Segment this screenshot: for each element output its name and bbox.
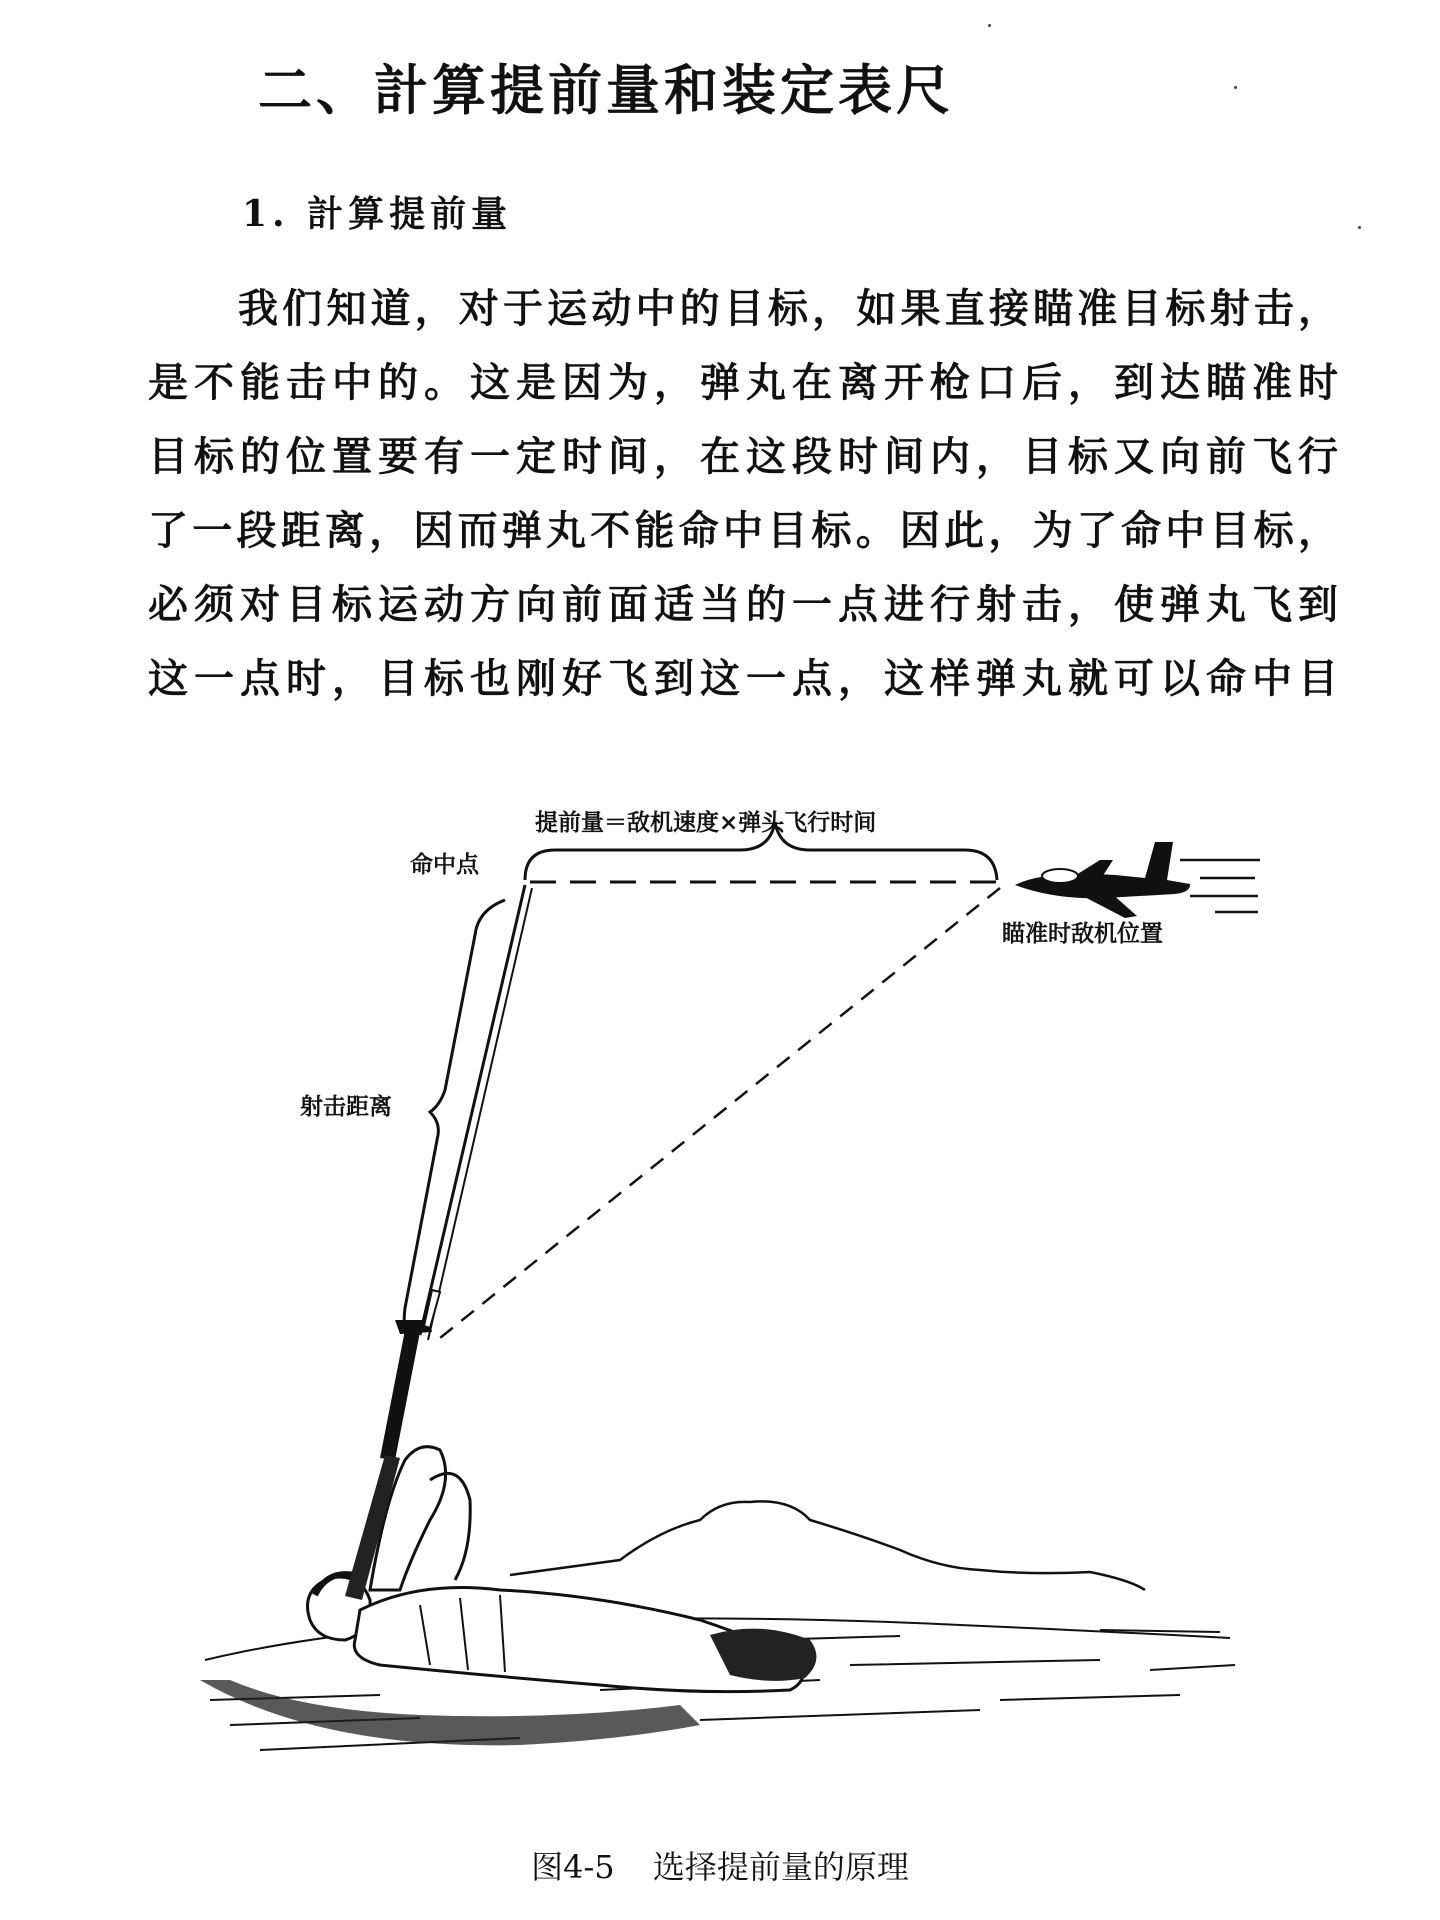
body-paragraph <box>148 272 1338 716</box>
lead-formula-label: 提前量＝敌机速度×弹头飞行时间 <box>535 810 877 836</box>
shooting-distance-label: 射击距离 <box>300 1094 392 1120</box>
figure-illustration <box>0 760 1440 1860</box>
trajectory-line-b <box>428 888 532 1340</box>
aim-dashed-line <box>435 888 1000 1342</box>
figure-caption <box>0 1842 1440 1888</box>
distance-brace <box>404 900 505 1345</box>
page-speck <box>1234 86 1237 89</box>
paragraph-line: 必须对目标运动方向前面适当的一点进行射击，使弹丸飞到 <box>148 581 1338 628</box>
figure-number: 图4-5 <box>531 1848 615 1886</box>
paragraph-line: 这一点时，目标也刚好飞到这一点，这样弹丸就可以命中目 <box>148 655 1338 702</box>
page-speck <box>988 24 991 27</box>
page-speck <box>1358 226 1361 229</box>
figure-caption-text: 选择提前量的原理 <box>652 1848 909 1886</box>
paragraph-line: 了一段距离，因而弹丸不能命中目标。因此，为了命中目标， <box>148 507 1338 554</box>
enemy-aircraft <box>1015 842 1190 918</box>
section-title: 二、計算提前量和装定表尺 <box>258 58 954 122</box>
hit-point-label: 命中点 <box>410 852 479 878</box>
subsection-title: 1. 計算提前量 <box>242 193 513 235</box>
lead-principle-figure <box>0 760 1440 1860</box>
paragraph-line: 是不能击中的。这是因为，弹丸在离开枪口后，到达瞄准时 <box>148 359 1338 406</box>
aim-position-label: 瞄准时敌机位置 <box>1002 921 1163 947</box>
mountain-ridge <box>510 1501 1145 1590</box>
paragraph-line: 目标的位置要有一定时间，在这段时间内，目标又向前飞行 <box>148 433 1338 480</box>
paragraph-line: 我们知道，对于运动中的目标，如果直接瞄准目标射击， <box>238 285 1338 332</box>
